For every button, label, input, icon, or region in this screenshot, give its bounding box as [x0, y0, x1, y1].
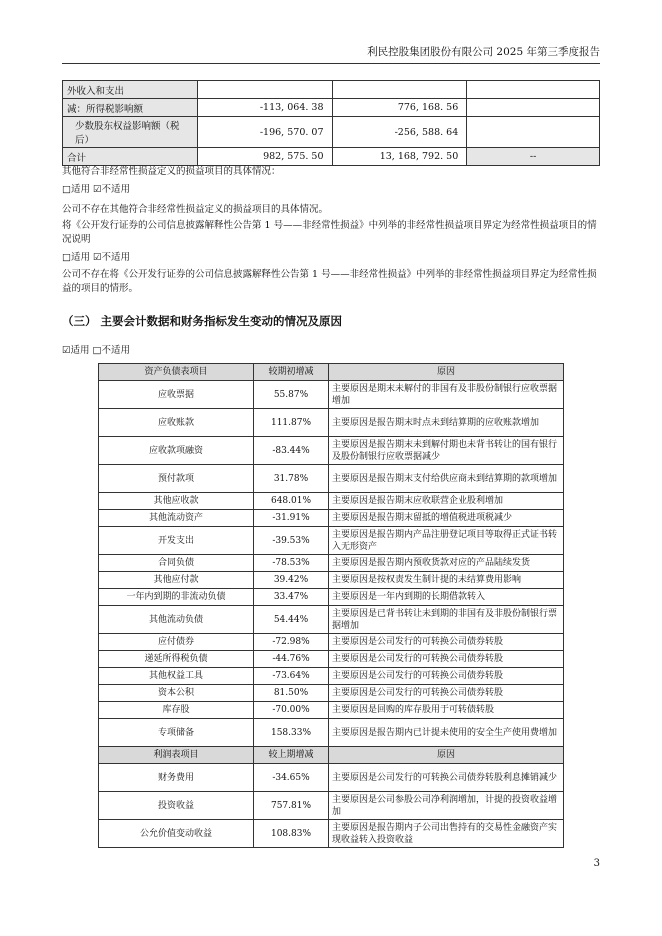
row-reason: 主要原因是报告期末未到解付期也未背书转让的国有银行及股份制银行应收票据减少 [329, 437, 564, 465]
table-row [99, 820, 564, 848]
row-change: -31.91% [254, 510, 329, 527]
row-change: 31.78% [254, 465, 329, 493]
row-reason: 主要原因是公司参股公司净利润增加，计提的投资收益增加 [329, 792, 564, 820]
row-change: 108.83% [254, 820, 329, 848]
row-item: 递延所得税负债 [99, 651, 254, 668]
paragraph: 其他符合非经常性损益定义的损益项目的具体情况： [62, 166, 281, 177]
row-reason: 主要原因是报告期末留抵的增值税进项税减少 [329, 510, 564, 527]
row-change: -78.53% [254, 555, 329, 572]
cell-value: 13, 168, 792. 50 [332, 148, 467, 166]
row-item: 资本公积 [99, 685, 254, 702]
report-header: 利民控股集团股份有限公司 2025 年第三季度报告 [367, 46, 600, 58]
applicability-checkbox: □适用 ☑不适用 [62, 184, 131, 195]
table-row [99, 437, 564, 465]
cell-value [332, 81, 467, 99]
row-reason: 主要原因是一年内到期的长期借款转入 [329, 589, 564, 606]
applicability-checkbox: □适用 ☑不适用 [62, 252, 131, 263]
row-reason: 主要原因是公司发行的可转换公司债券转股 [329, 668, 564, 685]
row-change: -83.44% [254, 437, 329, 465]
row-reason: 主要原因是报告期内预收货款对应的产品陆续发货 [329, 555, 564, 572]
table-row [99, 510, 564, 527]
row-label: 减：所得税影响额 [63, 99, 198, 117]
table-row [99, 764, 564, 792]
table-row [99, 572, 564, 589]
row-item: 其他权益工具 [99, 668, 254, 685]
cell-value [467, 117, 600, 148]
row-item: 其他应收款 [99, 493, 254, 510]
cell-value: -256, 588. 64 [332, 117, 467, 148]
row-item: 应收账款 [99, 409, 254, 437]
cell-value [467, 99, 600, 117]
column-header: 原因 [329, 747, 564, 764]
paragraph: 公司不存在其他符合非经常性损益定义的损益项目的具体情况。 [62, 204, 329, 215]
table-row [63, 117, 600, 148]
table-header-row [99, 364, 564, 381]
table-row [99, 409, 564, 437]
row-item: 其他流动资产 [99, 510, 254, 527]
header-divider [62, 63, 600, 64]
column-header: 原因 [329, 364, 564, 381]
row-reason: 主要原因是公司发行的可转换公司债券转股 [329, 651, 564, 668]
table-row [99, 702, 564, 719]
row-reason: 主要原因是报告期末应收联营企业股利增加 [329, 493, 564, 510]
cell-value [197, 81, 332, 99]
cell-value: -196, 570. 07 [197, 117, 332, 148]
row-reason: 主要原因是报告期内产品注册登记项目等取得正式证书转入无形资产 [329, 527, 564, 555]
table-row [99, 606, 564, 634]
row-change: 54.44% [254, 606, 329, 634]
column-header: 较期初增减 [254, 364, 329, 381]
row-item: 专项储备 [99, 719, 254, 747]
column-header: 较上期增减 [254, 747, 329, 764]
row-change: -73.64% [254, 668, 329, 685]
row-change: 55.87% [254, 381, 329, 409]
table-row [99, 668, 564, 685]
row-item: 其他流动负债 [99, 606, 254, 634]
row-reason: 主要原因是公司发行的可转换公司债券转股利息摊销减少 [329, 764, 564, 792]
row-item: 其他应付款 [99, 572, 254, 589]
row-item: 投资收益 [99, 792, 254, 820]
row-reason: 主要原因是公司发行的可转换公司债券转股 [329, 685, 564, 702]
row-change: 757.81% [254, 792, 329, 820]
row-item: 库存股 [99, 702, 254, 719]
row-label: 外收入和支出 [63, 81, 198, 99]
paragraph: 公司不存在将《公开发行证券的公司信息披露解释性公告第 1 号——非经常性损益》中列举的非经常性损益项目界定为经常性损益的项目的情形。 [62, 269, 597, 294]
table-row [99, 634, 564, 651]
row-reason: 主要原因是报告期内已计提未使用的安全生产使用费增加 [329, 719, 564, 747]
table-row [99, 719, 564, 747]
cell-value: 776, 168. 56 [332, 99, 467, 117]
row-label: 合计 [63, 148, 198, 166]
column-header: 资产负债表项目 [99, 364, 254, 381]
column-header: 利润表项目 [99, 747, 254, 764]
table-row [63, 99, 600, 117]
table-header-row [99, 747, 564, 764]
paragraph: 将《公开发行证券的公司信息披露解释性公告第 1 号——非经常性损益》中列举的非经常性损益项目界定为经常性损益项目的情况说明 [62, 220, 597, 245]
table-row [99, 685, 564, 702]
row-change: 648.01% [254, 493, 329, 510]
section-title: （三） 主要会计数据和财务指标发生变动的情况及原因 [62, 314, 343, 328]
row-change: -39.53% [254, 527, 329, 555]
table-row [99, 465, 564, 493]
row-change: 158.33% [254, 719, 329, 747]
cell-value [467, 81, 600, 99]
row-reason: 主要原因是期末未解付的非国有及非股份制银行应收票据增加 [329, 381, 564, 409]
cell-value: -113, 064. 38 [197, 99, 332, 117]
row-item: 公允价值变动收益 [99, 820, 254, 848]
table-row [63, 148, 600, 166]
cell-value: -- [467, 148, 600, 166]
row-label: 少数股东权益影响额（税后） [63, 117, 198, 148]
row-change: -72.98% [254, 634, 329, 651]
row-item: 合同负债 [99, 555, 254, 572]
row-reason: 主要原因是报告期内子公司出售持有的交易性金融资产实现收益转入投资收益 [329, 820, 564, 848]
changes-table [98, 363, 564, 848]
row-item: 一年内到期的非流动负债 [99, 589, 254, 606]
cell-value: 982, 575. 50 [197, 148, 332, 166]
row-change: -44.76% [254, 651, 329, 668]
table-row [99, 555, 564, 572]
non-recurring-table [62, 80, 600, 166]
table-row [99, 493, 564, 510]
row-reason: 主要原因是回购的库存股用于可转债转股 [329, 702, 564, 719]
table-row [99, 527, 564, 555]
row-item: 应收票据 [99, 381, 254, 409]
table-row [99, 651, 564, 668]
page-number: 3 [593, 858, 600, 869]
row-item: 预付款项 [99, 465, 254, 493]
row-reason: 主要原因是按权责发生制计提的未结算费用影响 [329, 572, 564, 589]
row-item: 财务费用 [99, 764, 254, 792]
table-row [99, 589, 564, 606]
row-reason: 主要原因是已背书转让未到期的非国有及非股份制银行票据增加 [329, 606, 564, 634]
table-row [99, 792, 564, 820]
row-change: -34.65% [254, 764, 329, 792]
row-reason: 主要原因是报告期末支付给供应商未到结算期的款项增加 [329, 465, 564, 493]
row-item: 开发支出 [99, 527, 254, 555]
table-row [63, 81, 600, 99]
applicability-checkbox: ☑适用 □不适用 [62, 345, 131, 356]
row-item: 应收款项融资 [99, 437, 254, 465]
row-reason: 主要原因是报告期末时点未到结算期的应收账款增加 [329, 409, 564, 437]
row-item: 应付债券 [99, 634, 254, 651]
row-change: 39.42% [254, 572, 329, 589]
table-row [99, 381, 564, 409]
row-change: 81.50% [254, 685, 329, 702]
row-change: 33.47% [254, 589, 329, 606]
row-change: 111.87% [254, 409, 329, 437]
row-change: -70.00% [254, 702, 329, 719]
row-reason: 主要原因是公司发行的可转换公司债券转股 [329, 634, 564, 651]
